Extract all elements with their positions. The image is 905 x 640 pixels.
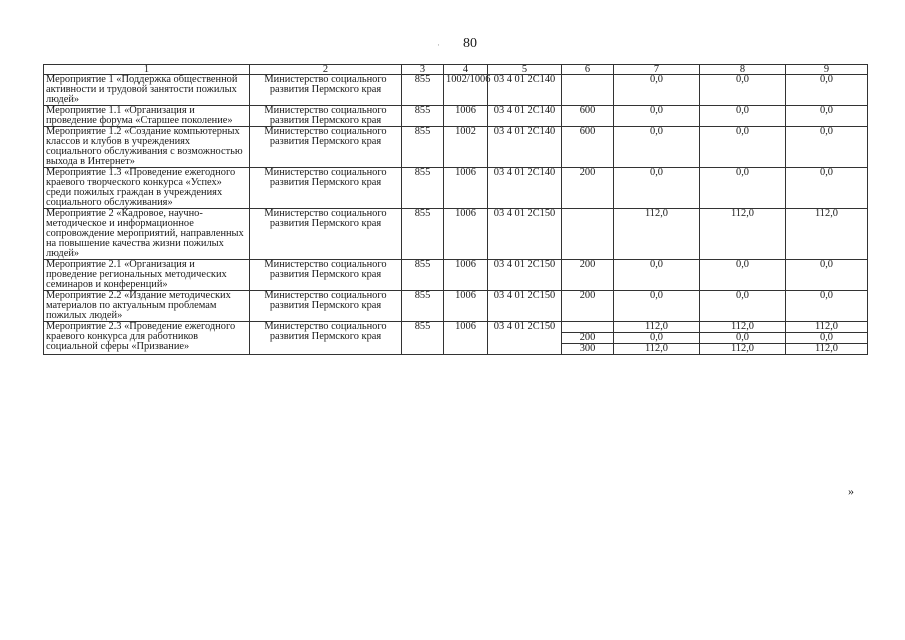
cell-c3: 855 [402, 209, 444, 260]
cell-c9: 0,0 [786, 168, 868, 209]
cell-c5: 03 4 01 2С140 [488, 127, 562, 168]
cell-c9: 0,0 [786, 106, 868, 127]
cell-c4: 1006 [444, 260, 488, 291]
column-header-6: 6 [562, 65, 614, 75]
cell-c3: 855 [402, 260, 444, 291]
cell-c7: 0,0 [614, 168, 700, 209]
column-header-3: 3 [402, 65, 444, 75]
column-header-2: 2 [250, 65, 402, 75]
cell-c6: 200 [562, 333, 614, 344]
cell-c5: 03 4 01 2С150 [488, 291, 562, 322]
cell-c7: 0,0 [614, 75, 700, 106]
header-row [44, 65, 868, 75]
cell-c8: 0,0 [700, 127, 786, 168]
cell-c7: 0,0 [614, 106, 700, 127]
cell-c7: 0,0 [614, 127, 700, 168]
cell-c6: 300 [562, 344, 614, 355]
cell-c5: 03 4 01 2С140 [488, 75, 562, 106]
cell-c3: 855 [402, 75, 444, 106]
cell-c8: 0,0 [700, 168, 786, 209]
table-body [44, 75, 868, 355]
table-row [44, 127, 868, 168]
scan-mark: · [437, 40, 440, 50]
closing-quote: » [848, 484, 854, 498]
cell-c8: 0,0 [700, 260, 786, 291]
cell-c8: 112,0 [700, 322, 786, 333]
cell-c9: 0,0 [786, 333, 868, 344]
cell-c8: 0,0 [700, 291, 786, 322]
cell-c3: 855 [402, 322, 444, 355]
cell-c2: Министерство социального развития Пермского края [250, 75, 402, 106]
cell-c5: 03 4 01 2С140 [488, 106, 562, 127]
cell-c8: 0,0 [700, 333, 786, 344]
cell-c1: Мероприятие 1.3 «Проведение ежегодного краевого творческого конкурса «Успех» среди пожилых граждан в учреждениях социального обслуживания» [44, 168, 250, 209]
column-header-5: 5 [488, 65, 562, 75]
cell-c6 [562, 322, 614, 333]
cell-c1: Мероприятие 1.2 «Создание компьютерных классов и клубов в учреждениях социального обслуживания с возможностью выхода в Интернет» [44, 127, 250, 168]
cell-c7: 0,0 [614, 333, 700, 344]
cell-c9: 0,0 [786, 260, 868, 291]
cell-c1: Мероприятие 2.2 «Издание методических материалов по актуальным проблемам пожилых людей» [44, 291, 250, 322]
cell-c6 [562, 75, 614, 106]
cell-c9: 112,0 [786, 209, 868, 260]
cell-c9: 0,0 [786, 291, 868, 322]
cell-c8: 112,0 [700, 209, 786, 260]
table-row [44, 209, 868, 260]
cell-c3: 855 [402, 127, 444, 168]
cell-c6: 200 [562, 260, 614, 291]
cell-c7: 0,0 [614, 260, 700, 291]
cell-c5: 03 4 01 2С150 [488, 209, 562, 260]
cell-c8: 0,0 [700, 75, 786, 106]
column-header-1: 1 [44, 65, 250, 75]
page-number: 80 [463, 36, 477, 51]
cell-c2: Министерство социального развития Пермского края [250, 291, 402, 322]
table-row [44, 322, 868, 333]
cell-c8: 112,0 [700, 344, 786, 355]
cell-c4: 1002/1006 [444, 75, 488, 106]
cell-c2: Министерство социального развития Пермского края [250, 127, 402, 168]
column-header-8: 8 [700, 65, 786, 75]
table-row [44, 75, 868, 106]
cell-c6 [562, 209, 614, 260]
table-row [44, 106, 868, 127]
cell-c1: Мероприятие 2.1 «Организация и проведение региональных методических семинаров и конференций» [44, 260, 250, 291]
cell-c2: Министерство социального развития Пермского края [250, 322, 402, 355]
cell-c7: 0,0 [614, 291, 700, 322]
cell-c3: 855 [402, 168, 444, 209]
cell-c2: Министерство социального развития Пермского края [250, 260, 402, 291]
cell-c1: Мероприятие 2 «Кадровое, научно-методическое и информационное сопровождение мероприятий, направленных на повышение качества жизни пожилых людей» [44, 209, 250, 260]
column-header-4: 4 [444, 65, 488, 75]
cell-c4: 1006 [444, 322, 488, 355]
cell-c4: 1006 [444, 209, 488, 260]
cell-c4: 1006 [444, 291, 488, 322]
cell-c9: 0,0 [786, 75, 868, 106]
cell-c9: 112,0 [786, 344, 868, 355]
cell-c2: Министерство социального развития Пермского края [250, 209, 402, 260]
cell-c6: 200 [562, 291, 614, 322]
cell-c7: 112,0 [614, 344, 700, 355]
cell-c1: Мероприятие 2.3 «Проведение ежегодного краевого конкурса для работников социальной сферы «Призвание» [44, 322, 250, 355]
cell-c3: 855 [402, 106, 444, 127]
column-header-9: 9 [786, 65, 868, 75]
cell-c7: 112,0 [614, 209, 700, 260]
cell-c3: 855 [402, 291, 444, 322]
cell-c5: 03 4 01 2С150 [488, 322, 562, 355]
cell-c1: Мероприятие 1 «Поддержка общественной активности и трудовой занятости пожилых людей» [44, 75, 250, 106]
cell-c6: 600 [562, 106, 614, 127]
table-row [44, 291, 868, 322]
cell-c2: Министерство социального развития Пермского края [250, 106, 402, 127]
budget-table [43, 64, 868, 355]
cell-c4: 1002 [444, 127, 488, 168]
cell-c6: 600 [562, 127, 614, 168]
column-header-7: 7 [614, 65, 700, 75]
cell-c2: Министерство социального развития Пермского края [250, 168, 402, 209]
cell-c1: Мероприятие 1.1 «Организация и проведение форума «Старшее поколение» [44, 106, 250, 127]
cell-c4: 1006 [444, 168, 488, 209]
table-row [44, 168, 868, 209]
cell-c5: 03 4 01 2С150 [488, 260, 562, 291]
cell-c9: 0,0 [786, 127, 868, 168]
cell-c4: 1006 [444, 106, 488, 127]
cell-c9: 112,0 [786, 322, 868, 333]
cell-c8: 0,0 [700, 106, 786, 127]
table-row [44, 260, 868, 291]
cell-c5: 03 4 01 2С140 [488, 168, 562, 209]
cell-c7: 112,0 [614, 322, 700, 333]
cell-c6: 200 [562, 168, 614, 209]
